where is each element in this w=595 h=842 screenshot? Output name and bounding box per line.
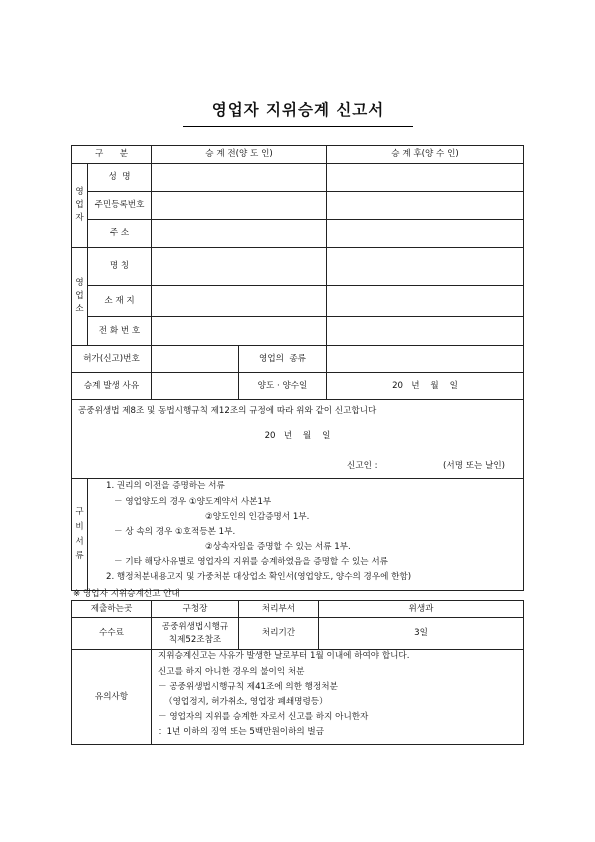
document-title: 영업자 지위승계 신고서 (183, 98, 413, 127)
guide-table (71, 600, 524, 745)
doc-item-1c: － 상 속의 경우 ①호적등본 1부. (114, 526, 236, 537)
transfer-date-label: 양도 · 양수일 (239, 373, 327, 400)
doc-item-2: 2. 행정처분내용고지 및 가중처분 대상업소 확인서(영업양도, 양수의 경우에 한함) (106, 572, 412, 583)
fee-value: 공중위생법시행규 칙제52조참조 (152, 618, 239, 650)
business-type-field[interactable] (327, 346, 524, 373)
department-label: 처리부서 (239, 601, 319, 618)
doc-item-1e: － 기타 해당사유별로 영업자의 지위를 승계하였음을 증명할 수 있는 서류 (114, 557, 388, 568)
resident-number-label: 주민등록번호 (88, 192, 152, 220)
documents-label: 구 비 서 류 (72, 479, 88, 591)
name-after-field[interactable] (327, 164, 524, 192)
doc-item-1: 1. 권리의 이전을 증명하는 서류 (106, 481, 225, 492)
location-label: 소 재 지 (88, 286, 152, 317)
name-before-field[interactable] (152, 164, 327, 192)
caution-line-1: 지위승계신고는 사유가 발생한 날로부터 1월 이내에 하여야 합니다. (158, 651, 410, 662)
location-after-field[interactable] (327, 286, 524, 317)
permit-number-field[interactable] (152, 346, 239, 373)
permit-number-label: 허가(신고)번호 (72, 346, 152, 373)
business-section-label: 영 업 소 (72, 248, 88, 346)
doc-item-1b: ②양도인의 인감증명서 1부. (205, 511, 310, 522)
operator-section-label: 영 업 자 (72, 164, 88, 248)
submit-to-label: 제출하는곳 (72, 601, 152, 618)
caution-line-3: － 공중위생법시행규칙 제41조에 의한 행정처분 (158, 681, 338, 692)
header-after: 승 계 후(양 수 인) (327, 146, 524, 164)
caution-line-4: （영업정지, 허가취소, 영업장 폐쇄명령등） (164, 697, 328, 707)
business-type-label: 영업의 종류 (239, 346, 327, 373)
guide-title: ※ 영업자 지위승계신고 안내 (73, 589, 180, 599)
period-label: 처리기간 (239, 618, 319, 650)
business-name-before-field[interactable] (152, 248, 327, 286)
address-after-field[interactable] (327, 220, 524, 248)
department-value: 위생과 (319, 601, 524, 618)
succession-form-table (71, 145, 524, 591)
declaration-block (72, 400, 524, 479)
caution-line-5: － 영업자의 지위를 승계한 자로서 신고를 하지 아니한자 (158, 712, 369, 723)
phone-after-field[interactable] (327, 317, 524, 346)
caution-line-2: 신고를 하지 아니한 경우의 불이익 처분 (158, 666, 305, 677)
phone-before-field[interactable] (152, 317, 327, 346)
applicant-label: 신고인 : (347, 461, 378, 471)
business-name-label: 명 칭 (88, 248, 152, 286)
documents-list (88, 479, 524, 591)
name-label: 성 명 (88, 164, 152, 192)
declaration-text: 공중위생법 제8조 및 동법시행규칙 제12조의 규정에 따라 위와 같이 신고합니다 (78, 406, 377, 416)
transfer-date-value[interactable]: 20 년 월 일 (327, 373, 524, 400)
caution-label: 유의사항 (72, 650, 152, 745)
caution-line-6: ：1년 이하의 징역 또는 5백만원이하의 벌금 (158, 727, 325, 738)
header-division: 구 분 (72, 146, 152, 164)
address-before-field[interactable] (152, 220, 327, 248)
declaration-date: 20 년 월 일 (264, 431, 331, 441)
period-value: 3일 (319, 618, 524, 650)
header-before: 승 계 전(양 도 인) (152, 146, 327, 164)
doc-item-1d: ②상속자임을 증명할 수 있는 서류 1부. (205, 542, 351, 553)
succession-reason-field[interactable] (152, 373, 239, 400)
phone-label: 전 화 번 호 (88, 317, 152, 346)
doc-item-1a: － 영업양도의 경우 ①양도계약서 사본1부 (114, 496, 272, 507)
location-before-field[interactable] (152, 286, 327, 317)
caution-list (152, 650, 524, 745)
submit-to-value: 구청장 (152, 601, 239, 618)
fee-label: 수수료 (72, 618, 152, 650)
resident-number-after-field[interactable] (327, 192, 524, 220)
succession-reason-label: 승계 발생 사유 (72, 373, 152, 400)
signature-note: (서명 또는 날인) (443, 461, 506, 471)
business-name-after-field[interactable] (327, 248, 524, 286)
resident-number-before-field[interactable] (152, 192, 327, 220)
address-label: 주 소 (88, 220, 152, 248)
